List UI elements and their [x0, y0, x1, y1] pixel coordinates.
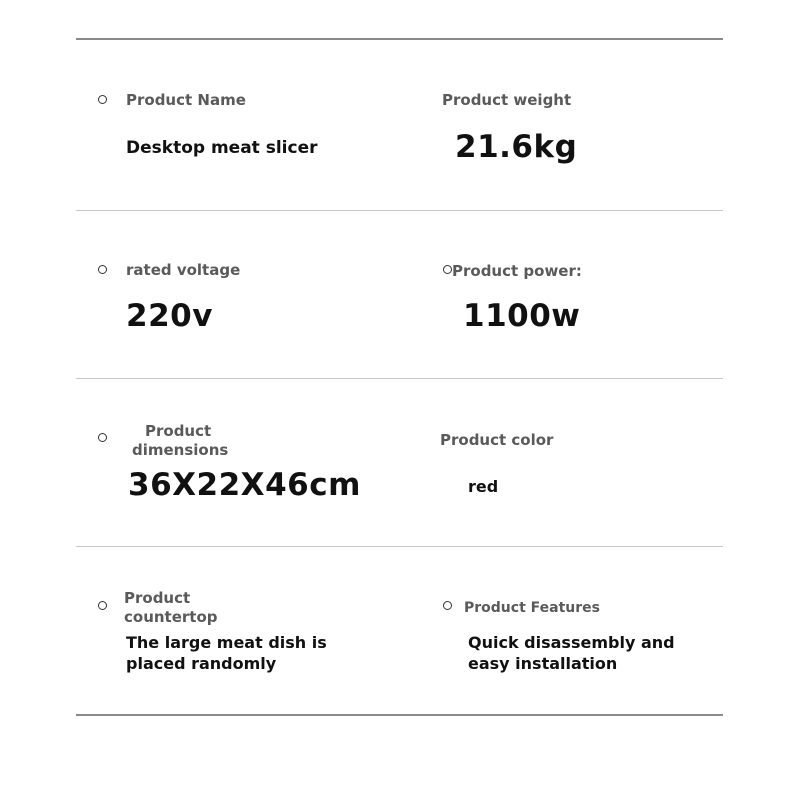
- product-name-value: Desktop meat slicer: [126, 138, 318, 158]
- product-color-value: red: [468, 477, 499, 496]
- product-features-value-line2: easy installation: [468, 654, 618, 673]
- bullet-icon: [443, 265, 452, 274]
- product-dimensions-value: 36X22X46cm: [128, 467, 361, 503]
- product-weight-value: 21.6kg: [455, 129, 578, 165]
- row-divider: [76, 210, 723, 211]
- row-divider: [76, 546, 723, 547]
- top-divider: [76, 38, 723, 40]
- bullet-icon: [98, 95, 107, 104]
- product-weight-label: Product weight: [442, 91, 572, 109]
- product-features-label: Product Features: [464, 600, 600, 616]
- rated-voltage-label: rated voltage: [126, 261, 241, 279]
- rated-voltage-value: 220v: [126, 298, 213, 334]
- row-divider: [76, 378, 723, 379]
- bullet-icon: [98, 433, 107, 442]
- product-countertop-value-line2: placed randomly: [126, 654, 277, 673]
- product-dimensions-label-line2: dimensions: [132, 441, 229, 459]
- bullet-icon: [443, 601, 452, 610]
- product-color-label: Product color: [440, 431, 554, 449]
- product-features-value-line1: Quick disassembly and: [468, 633, 675, 652]
- product-power-value: 1100w: [463, 298, 581, 334]
- bottom-divider: [76, 714, 723, 716]
- bullet-icon: [98, 265, 107, 274]
- product-countertop-value-line1: The large meat dish is: [126, 633, 327, 652]
- product-power-label: Product power:: [452, 262, 582, 280]
- bullet-icon: [98, 601, 107, 610]
- product-countertop-label-line2: countertop: [124, 608, 218, 626]
- product-name-label: Product Name: [126, 91, 246, 109]
- product-countertop-label-line1: Product: [124, 589, 191, 607]
- product-dimensions-label-line1: Product: [145, 422, 212, 440]
